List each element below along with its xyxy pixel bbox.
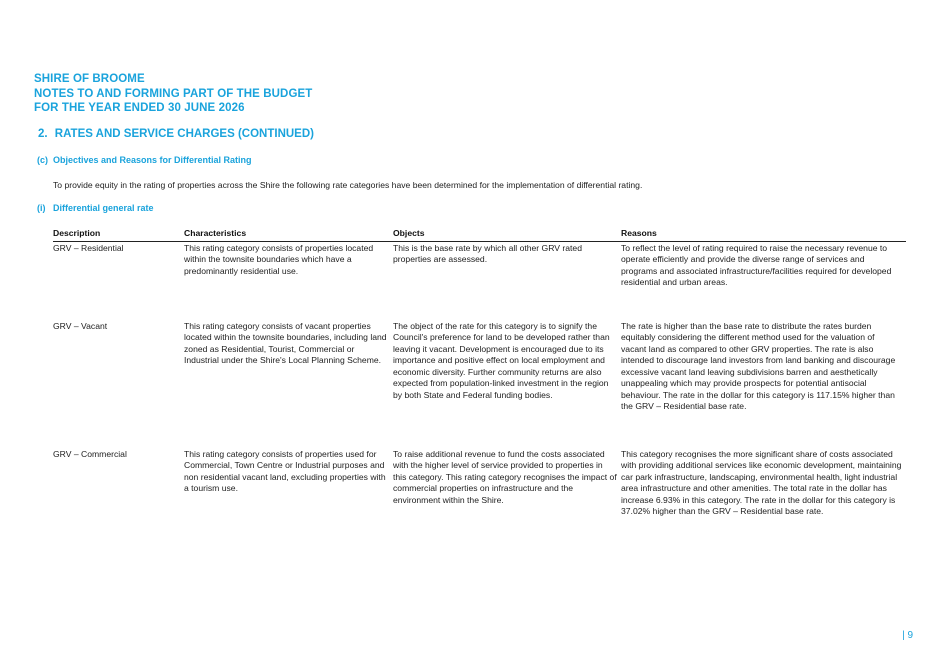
header-characteristics: Characteristics xyxy=(184,228,393,241)
cell-description: GRV – Vacant xyxy=(53,320,108,331)
cell-objects: The object of the rate for this category is to signify the Council's preference for land to be developed rather than leaving it vacant. Development is encouraged due to its importance and positive effect on local employment and economic diversity. Further community returns are also expected from population-linked investment in the region by both State and Federal funding bodies. xyxy=(393,320,610,400)
page-number: | 9 xyxy=(902,630,913,641)
subsection-i-title: Differential general rate xyxy=(53,203,154,213)
cell-characteristics: This rating category consists of vacant properties located within the townsite boundaries, including land zoned as Residential, Tourist, Commercial or Industrial under the Shire's Local Planning Scheme. xyxy=(184,320,387,365)
differential-rate-table xyxy=(53,228,906,529)
table-row xyxy=(53,320,906,448)
cell-reasons: The rate is higher than the base rate to distribute the rates burden equitably considering the different method used for the valuation of vacant land as compared to other GRV properties. The rate is also intended to discourage land investors from land banking and discourage excessive vacant land leaving subdivisions barren and aesthetically unappealing which may provide prospects for potential antisocial behaviour. The rate in the dollar for this category is 117.15% higher than the GRV – Residential base rate. xyxy=(621,320,896,411)
cell-characteristics: This rating category consists of properties located within the townsite boundaries which have a predominantly residential use. xyxy=(184,242,374,276)
cell-reasons: This category recognises the more significant share of costs associated with providing additional services like economic development, maintaining car park infrastructure, landscaping, environmental health, light industrial area infrastructure and other amenities. The total rate in the dollar has increase 6.93% in this category. The rate in the dollar for this category is 37.02% higher than the GRV – Residential base rate. xyxy=(621,448,902,516)
cell-characteristics: This rating category consists of properties used for Commercial, Town Centre or Industrial purposes and non residential vacant land, excluding properties with a tourism use. xyxy=(184,448,386,493)
section-number: 2. xyxy=(38,128,48,140)
cell-objects: To raise additional revenue to fund the costs associated with the higher level of service provided to properties in this category. This rating category recognises the impact of commercial properties on infrastructure and the environment within the Shire. xyxy=(393,448,617,505)
cell-description: GRV – Commercial xyxy=(53,448,127,459)
table-row xyxy=(53,241,906,320)
cell-description: GRV – Residential xyxy=(53,242,124,253)
header-organisation: SHIRE OF BROOME xyxy=(34,73,145,85)
cell-objects: This is the base rate by which all other GRV rated properties are assessed. xyxy=(393,242,582,264)
header-objects: Objects xyxy=(393,228,621,241)
header-reasons: Reasons xyxy=(621,228,906,241)
subsection-i-tag: (i) xyxy=(37,203,46,213)
intro-paragraph: To provide equity in the rating of properties across the Shire the following rate categories have been determined for the implementation of differential rating. xyxy=(53,180,643,190)
document-header xyxy=(34,72,312,116)
header-subtitle: NOTES TO AND FORMING PART OF THE BUDGET xyxy=(34,87,313,100)
subsection-c-heading xyxy=(37,155,252,165)
table-header-row xyxy=(53,228,906,241)
subsection-i-heading xyxy=(37,203,154,213)
table-row xyxy=(53,448,906,529)
header-description: Description xyxy=(53,228,184,241)
section-title-text: RATES AND SERVICE CHARGES (CONTINUED) xyxy=(54,128,314,140)
header-period: FOR THE YEAR ENDED 30 JUNE 2026 xyxy=(34,102,245,114)
cell-reasons: To reflect the level of rating required to raise the necessary revenue to operate efficiently and provide the diverse range of services and programs and associated infrastructure/facilities required for developed residential and urban areas. xyxy=(621,242,892,287)
subsection-c-tag: (c) xyxy=(37,155,48,165)
section-title xyxy=(38,128,314,140)
subsection-c-title: Objectives and Reasons for Differential Rating xyxy=(53,155,252,165)
